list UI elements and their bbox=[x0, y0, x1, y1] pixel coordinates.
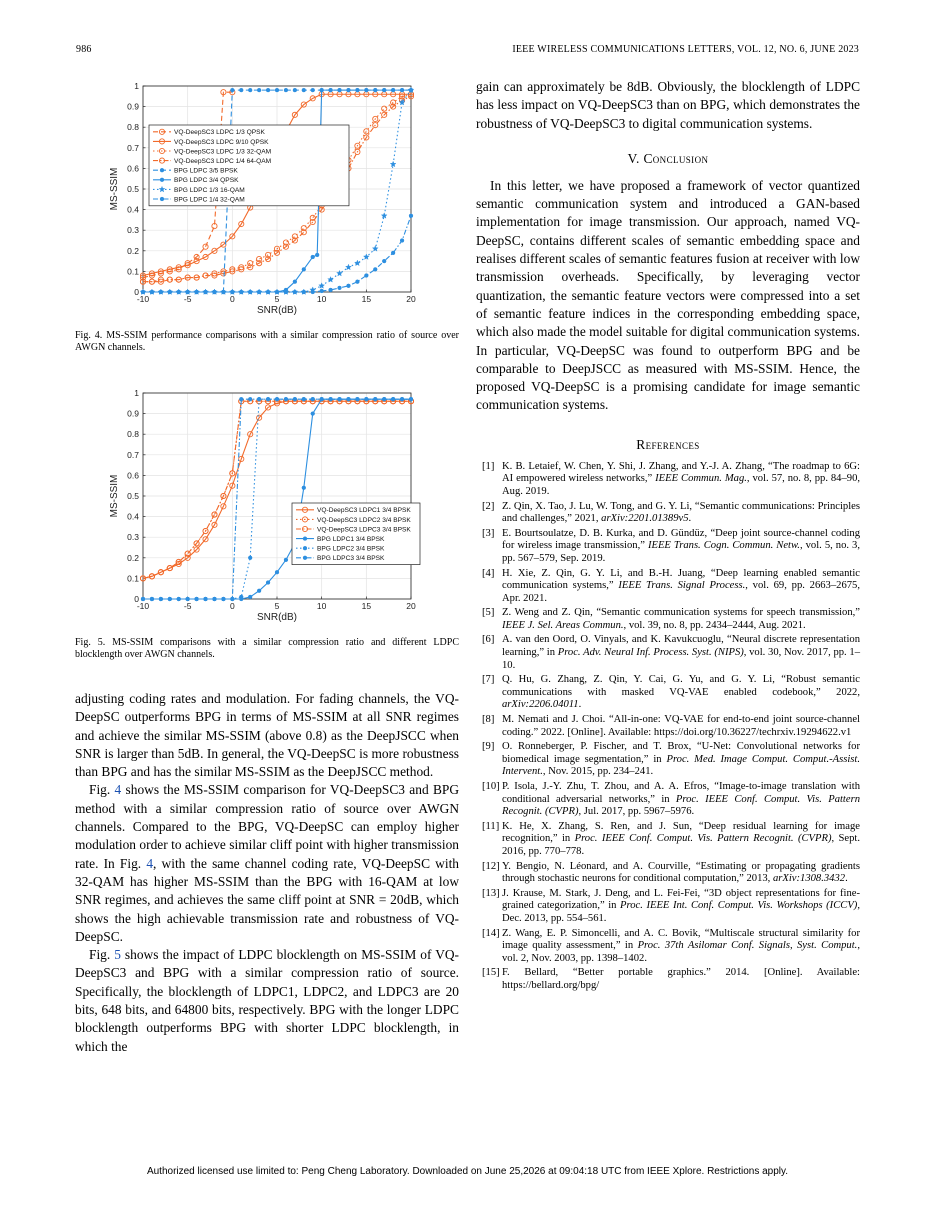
reference-body: A. van den Oord, O. Vinyals, and K. Kavukcuoglu, “Neural discrete representation learning,” in bbox=[502, 634, 860, 659]
data-point bbox=[275, 570, 279, 574]
data-point bbox=[338, 286, 342, 290]
reference-text bbox=[502, 568, 860, 606]
data-point bbox=[239, 88, 243, 92]
paragraph bbox=[75, 781, 459, 946]
legend-label: BPG LDPC 1/3 16-QAM bbox=[174, 186, 245, 194]
reference-text bbox=[502, 741, 860, 779]
legend-label: BPG LDPC2 3/4 BPSK bbox=[317, 545, 385, 553]
legend-label: VQ-DeepSC3 LDPC3 3/4 BPSK bbox=[317, 526, 411, 534]
data-point bbox=[347, 88, 351, 92]
legend-label: VQ-DeepSC3 LDPC 9/10 QPSK bbox=[174, 138, 269, 146]
x-tick-label: 20 bbox=[406, 294, 416, 304]
data-point bbox=[409, 397, 413, 401]
reference-body: M. Nemati and J. Choi. “All-in-one: VQ-VAE for end-to-end joint source-channel coding.” 2022. [Online]. Available: https://doi.org/10.36227/techrxiv.19294622.v1 bbox=[502, 714, 860, 738]
data-point bbox=[186, 597, 190, 601]
data-point bbox=[315, 253, 319, 257]
x-tick-label: 5 bbox=[274, 601, 280, 611]
reference-venue: Proc. IEEE Int. Conf. Comput. Vis. Workshops (ICCV) bbox=[620, 900, 858, 912]
y-tick-label: 0.7 bbox=[127, 142, 139, 153]
reference-item bbox=[476, 741, 860, 779]
data-point bbox=[347, 284, 351, 288]
figure-5 bbox=[75, 385, 459, 661]
legend-label: BPG LDPC1 3/4 BPSK bbox=[317, 536, 385, 543]
data-point bbox=[400, 239, 404, 243]
reference-text bbox=[502, 501, 860, 526]
data-point bbox=[195, 597, 199, 601]
data-point bbox=[177, 290, 181, 294]
x-tick-label: 5 bbox=[274, 294, 280, 304]
data-point bbox=[373, 88, 377, 92]
text-span: Fig. bbox=[89, 947, 115, 963]
data-point bbox=[230, 597, 234, 601]
reference-text bbox=[502, 781, 860, 819]
reference-item bbox=[476, 821, 860, 859]
reference-number: [14] bbox=[482, 927, 500, 939]
x-axis-label: SNR(dB) bbox=[256, 612, 298, 623]
y-tick-label: 0.3 bbox=[127, 225, 139, 236]
references-list bbox=[476, 461, 860, 993]
data-point bbox=[141, 597, 145, 601]
reference-text bbox=[502, 861, 860, 886]
fig5-link[interactable]: 5 bbox=[114, 947, 121, 963]
y-tick-label: 0.5 bbox=[127, 491, 139, 501]
paragraph: gain can approximately be 8dB. Obviously, the blocklength of LDPC has less impact on VQ-DeepSC3 than on BPG, which demonstrates the robustness of VQ-DeepSC3 to digital communication systems. bbox=[476, 79, 860, 131]
data-point bbox=[382, 259, 386, 263]
data-point bbox=[320, 88, 324, 92]
data-point bbox=[347, 397, 351, 401]
reference-number: [8] bbox=[482, 714, 495, 726]
data-point bbox=[311, 88, 315, 92]
data-point bbox=[356, 88, 360, 92]
data-point bbox=[230, 88, 234, 92]
reference-number: [13] bbox=[482, 887, 500, 899]
data-point bbox=[329, 88, 333, 92]
data-point bbox=[284, 558, 288, 562]
data-point bbox=[338, 88, 342, 92]
x-tick-label: 0 bbox=[229, 601, 235, 611]
reference-tail: , vol. 2, Nov. 2003, pp. 1398–1402. bbox=[502, 940, 860, 964]
x-tick-label: -10 bbox=[136, 294, 150, 304]
reference-tail: , Jul. 2017, pp. 5967–5976. bbox=[578, 806, 695, 818]
data-point bbox=[204, 290, 208, 294]
reference-item bbox=[476, 501, 860, 526]
reference-venue: Proc. Med. Image Comput. Comput.-Assist. Intervent. bbox=[502, 753, 860, 778]
y-tick-label: 0 bbox=[134, 594, 139, 604]
reference-venue: IEEE Trans. Cogn. Commun. Netw. bbox=[647, 540, 800, 552]
data-point bbox=[311, 290, 315, 294]
x-tick-label: -10 bbox=[136, 601, 150, 611]
data-point bbox=[302, 88, 306, 92]
left-body-text bbox=[75, 690, 459, 1056]
running-header: IEEE WIRELESS COMMUNICATIONS LETTERS, VOL. 12, NO. 6, JUNE 2023 bbox=[512, 44, 859, 55]
data-point bbox=[409, 214, 413, 218]
reference-text bbox=[502, 674, 860, 712]
reference-tail: , Sept. 2016, pp. 770–778. bbox=[502, 833, 860, 857]
fig4-link[interactable]: 4 bbox=[146, 855, 154, 871]
conclusion-text bbox=[476, 177, 860, 415]
y-tick-label: 0.5 bbox=[127, 184, 139, 194]
reference-item bbox=[476, 461, 860, 499]
references-title: References bbox=[636, 436, 700, 452]
data-point bbox=[159, 597, 163, 601]
legend-label: BPG LDPC 3/4 QPSK bbox=[174, 177, 239, 185]
reference-tail: , vol. 39, no. 8, pp. 2434–2444, Aug. 2021. bbox=[623, 619, 806, 631]
reference-body: E. Bourtsoulatze, D. B. Kurka, and D. Gündüz, “Deep joint source-channel coding for wireless image transmission,” bbox=[502, 527, 860, 552]
y-tick-label: 0.6 bbox=[127, 470, 139, 481]
reference-text bbox=[502, 461, 860, 499]
legend-label: VQ-DeepSC3 LDPC 1/3 32-QAM bbox=[174, 148, 272, 156]
reference-body: Y. Bengio, N. Léonard, and A. Courville, “Estimating or propagating gradients through stochastic neurons for conditional computation,” 2013, bbox=[502, 860, 860, 885]
reference-body: Q. Hu, G. Zhang, Z. Qin, Y. Cai, G. Yu, and G. Y. Li, “Robust semantic communications with masked VQ-VAE enabled codebook,” 2022, bbox=[502, 674, 860, 698]
text-span: , with the same channel coding rate, VQ-DeepSC with 32-QAM has higher MS-SSIM than the BPG with 16-QAM at low SNR regimes, and achieves the same cliff point at SNR = 20dB, which shows the high achievable transmission rate and robustness of VQ-DeepSC. bbox=[75, 855, 459, 944]
data-point bbox=[329, 288, 333, 292]
data-point bbox=[284, 88, 288, 92]
reference-number: [2] bbox=[482, 500, 495, 512]
reference-number: [11] bbox=[482, 820, 500, 832]
data-point bbox=[275, 397, 279, 401]
reference-tail: , Nov. 2015, pp. 234–241. bbox=[542, 766, 654, 778]
paragraph: In this letter, we have proposed a framework of vector quantized semantic communication system and introduced a GAN-based implementation for image transmission. Our approach, named VQ-DeepSC, contains different scales of semantic embedding space and realises different scales of semantic features fusion at receiver with low transmission overheads. Specifically, by leveraging vector quantization, the semantic feature vectors were compressed into a set of semantic feature indices in the corresponding embedding space, which also made the model suitable for digital communication systems. In particular, VQ-DeepSC was found to outperform BPG and be comparable to DeepJSCC as measured with MS-SSIM. Hence, the proposed VQ-DeepSC is a promising candidate for image semantic communication systems. bbox=[476, 177, 860, 413]
reference-tail: , vol. 69, pp. 2663–2675, Apr. 2021. bbox=[502, 580, 860, 604]
x-tick-label: -5 bbox=[183, 601, 192, 611]
reference-item bbox=[476, 714, 860, 739]
text-span: Fig. bbox=[89, 782, 115, 798]
reference-body: K. B. Letaief, W. Chen, Y. Shi, J. Zhang, and Y.-J. A. Zhang, “The roadmap to 6G: AI empowered wireless networks,” bbox=[502, 460, 860, 485]
data-point bbox=[293, 397, 297, 401]
data-point bbox=[266, 88, 270, 92]
legend-label: VQ-DeepSC3 LDPC2 3/4 BPSK bbox=[317, 516, 411, 524]
data-point bbox=[382, 88, 386, 92]
reference-body: P. Isola, J.-Y. Zhu, T. Zhou, and A. A. Efros, “Image-to-image translation with conditional adversarial networks,” in bbox=[502, 781, 860, 805]
data-point bbox=[364, 88, 368, 92]
data-point bbox=[266, 581, 270, 585]
fig4-caption: Fig. 4. MS-SSIM performance comparisons with a similar compression ratio of source over AWGN channels. bbox=[75, 330, 459, 353]
reference-text bbox=[502, 607, 860, 632]
page-number: 986 bbox=[76, 44, 92, 55]
y-tick-label: 0.8 bbox=[127, 122, 139, 133]
reference-body: Z. Wang, E. P. Simoncelli, and A. C. Bovik, “Multiscale structural similarity for image quality assessment,” in bbox=[502, 927, 860, 952]
data-point bbox=[391, 397, 395, 401]
data-point bbox=[284, 290, 288, 294]
y-tick-label: 0 bbox=[134, 287, 139, 297]
y-axis-label: MS-SSIM bbox=[109, 474, 120, 518]
data-point bbox=[266, 397, 270, 401]
y-axis-label: MS-SSIM bbox=[109, 167, 120, 211]
legend-label: VQ-DeepSC3 LDPC 1/3 QPSK bbox=[174, 129, 265, 137]
reference-number: [4] bbox=[482, 567, 495, 579]
data-point bbox=[302, 397, 306, 401]
data-point bbox=[382, 397, 386, 401]
fig4-chart bbox=[75, 78, 459, 318]
data-point bbox=[391, 251, 395, 255]
reference-item bbox=[476, 888, 860, 926]
data-point bbox=[284, 397, 288, 401]
y-tick-label: 0.4 bbox=[127, 511, 139, 522]
reference-body: O. Ronneberger, P. Fischer, and T. Brox, “U-Net: Convolutional networks for biomedical image segmentation,” in bbox=[502, 741, 860, 765]
reference-text bbox=[502, 528, 860, 566]
data-point bbox=[248, 88, 252, 92]
data-point bbox=[311, 412, 315, 416]
reference-text bbox=[502, 888, 860, 926]
data-point bbox=[186, 290, 190, 294]
x-tick-label: 0 bbox=[229, 294, 235, 304]
fig4-link[interactable]: 4 bbox=[114, 782, 122, 798]
reference-number: [3] bbox=[482, 527, 495, 539]
data-point bbox=[275, 88, 279, 92]
data-point bbox=[329, 397, 333, 401]
fig5-caption: Fig. 5. MS-SSIM comparisons with a similar compression ratio and different LDPC blocklength over AWGN channels. bbox=[75, 637, 459, 660]
reference-tail: . bbox=[688, 513, 692, 525]
reference-body: J. Krause, M. Stark, J. Deng, and L. Fei-Fei, “3D object representations for fine-grained categorization,” in bbox=[502, 887, 860, 912]
data-point bbox=[356, 397, 360, 401]
y-tick-label: 0.2 bbox=[127, 245, 139, 256]
data-point bbox=[168, 290, 172, 294]
license-footer: Authorized licensed use limited to: Peng Cheng Laboratory. Downloaded on June 25,2026 at 09:04:18 UTC from IEEE Xplore. Restrictions apply. bbox=[146, 1166, 789, 1177]
data-point bbox=[293, 290, 297, 294]
reference-text bbox=[502, 821, 860, 859]
reference-item bbox=[476, 607, 860, 632]
reference-venue: arXiv:1308.3432 bbox=[772, 873, 846, 885]
y-tick-label: 0.2 bbox=[127, 552, 139, 563]
reference-body: Z. Qin, X. Tao, J. Lu, W. Tong, and G. Y. Li, “Semantic communications: Principles and challenges,” 2021, bbox=[502, 500, 860, 525]
reference-item bbox=[476, 568, 860, 606]
fig5-chart bbox=[75, 385, 459, 625]
data-point bbox=[213, 597, 217, 601]
data-point bbox=[266, 290, 270, 294]
data-point bbox=[338, 397, 342, 401]
data-point bbox=[364, 397, 368, 401]
reference-number: [5] bbox=[482, 607, 495, 619]
reference-number: [6] bbox=[482, 634, 495, 646]
y-tick-label: 0.4 bbox=[127, 204, 139, 215]
reference-item bbox=[476, 781, 860, 819]
reference-item bbox=[476, 528, 860, 566]
data-point bbox=[222, 290, 226, 294]
data-point bbox=[160, 168, 164, 172]
data-point bbox=[302, 486, 306, 490]
text-span: shows the impact of LDPC blocklength on MS-SSIM of VQ-DeepSC3 and BPG with a similar compression ratio of source. Specifically, the blocklength of LDPC1, LDPC2, and LDPC3 are 20 bits, 648 bits, and 64800 bits, respectively. BPG with the longer LDPC blocklength outperforms BPG with shorter LDPC blocklength, in which the bbox=[75, 947, 459, 1054]
y-tick-label: 0.1 bbox=[127, 573, 139, 584]
data-point bbox=[303, 546, 307, 550]
data-point bbox=[257, 397, 261, 401]
data-point bbox=[373, 267, 377, 271]
data-point bbox=[248, 595, 252, 599]
data-point bbox=[391, 88, 395, 92]
y-tick-label: 0.9 bbox=[127, 101, 139, 112]
legend-label: VQ-DeepSC3 LDPC 1/4 64-QAM bbox=[174, 158, 272, 165]
reference-venue: Proc. IEEE Conf. Comput. Vis. Pattern Recognit. (CVPR) bbox=[502, 793, 860, 818]
data-point bbox=[373, 397, 377, 401]
data-point bbox=[160, 197, 164, 201]
data-point bbox=[257, 290, 261, 294]
reference-body: Z. Weng and Z. Qin, “Semantic communication systems for speech transmission,” bbox=[502, 607, 860, 619]
legend-label: BPG LDPC3 3/4 BPSK bbox=[317, 555, 385, 563]
data-point bbox=[302, 267, 306, 271]
data-point bbox=[400, 397, 404, 401]
reference-text bbox=[502, 714, 860, 739]
data-point bbox=[239, 397, 243, 401]
data-point bbox=[364, 274, 368, 278]
data-point bbox=[248, 290, 252, 294]
data-point bbox=[311, 397, 315, 401]
reference-venue: arXiv:2201.01389v5 bbox=[601, 513, 689, 525]
y-tick-label: 0.8 bbox=[127, 429, 139, 440]
x-tick-label: 10 bbox=[316, 601, 327, 611]
data-point bbox=[168, 597, 172, 601]
data-point bbox=[275, 290, 279, 294]
data-point bbox=[213, 290, 217, 294]
reference-venue: arXiv:2206.04011 bbox=[502, 699, 579, 711]
legend-label: BPG LDPC 1/4 32-QAM bbox=[174, 196, 245, 204]
y-tick-label: 0.3 bbox=[127, 532, 139, 543]
data-point bbox=[302, 290, 306, 294]
data-point bbox=[320, 397, 324, 401]
reference-number: [12] bbox=[482, 860, 500, 872]
data-point bbox=[239, 595, 243, 599]
data-point bbox=[222, 597, 226, 601]
data-point bbox=[177, 597, 181, 601]
reference-text bbox=[502, 928, 860, 966]
data-point bbox=[248, 397, 252, 401]
data-point bbox=[230, 290, 234, 294]
reference-number: [1] bbox=[482, 460, 495, 472]
data-point bbox=[293, 88, 297, 92]
x-tick-label: 10 bbox=[316, 294, 327, 304]
reference-body: F. Bellard, “Better portable graphics.” 2014. [Online]. Available: https://bellard.org/bpg/ bbox=[502, 967, 860, 991]
data-point bbox=[356, 280, 360, 284]
data-point bbox=[195, 290, 199, 294]
x-axis-label: SNR(dB) bbox=[256, 305, 298, 316]
data-point bbox=[204, 597, 208, 601]
paragraph: adjusting coding rates and modulation. For fading channels, the VQ-DeepSC outperforms BPG in terms of MS-SSIM at all SNR regimes and achieve the similar MS-SSIM (above 0.8) as the DeepJSCC when SNR is larger than 5dB. In general, the VQ-DeepSC is more robustness than BPG and has the similar MS-SSIM as the DeepJSCC method. bbox=[75, 691, 459, 780]
x-tick-label: 15 bbox=[361, 601, 372, 611]
data-point bbox=[257, 589, 261, 593]
reference-item bbox=[476, 861, 860, 886]
reference-venue: Proc. IEEE Conf. Comput. Vis. Pattern Recognit. (CVPR) bbox=[574, 833, 832, 845]
reference-number: [7] bbox=[482, 674, 495, 686]
reference-item bbox=[476, 967, 860, 992]
reference-tail: , vol. 30, Nov. 2017, pp. 1–10. bbox=[502, 647, 860, 671]
reference-venue: Proc. 37th Asilomar Conf. Signals, Syst. Comput. bbox=[637, 940, 858, 952]
legend bbox=[149, 125, 349, 206]
reference-tail: . bbox=[845, 873, 848, 885]
data-point bbox=[150, 597, 154, 601]
x-tick-label: -5 bbox=[183, 294, 192, 304]
reference-number: [10] bbox=[482, 781, 500, 792]
y-tick-label: 1 bbox=[134, 81, 139, 91]
reference-venue: Proc. Adv. Neural Inf. Process. Syst. (NIPS) bbox=[557, 647, 744, 659]
legend-label: BPG LDPC 3/5 BPSK bbox=[174, 167, 238, 175]
reference-text bbox=[502, 634, 860, 672]
reference-tail: . bbox=[578, 699, 582, 711]
legend bbox=[292, 503, 420, 565]
data-point bbox=[239, 290, 243, 294]
x-tick-label: 20 bbox=[406, 601, 416, 611]
reference-number: [15] bbox=[482, 967, 500, 979]
reference-venue: IEEE J. Sel. Areas Commun. bbox=[502, 619, 624, 631]
data-point bbox=[248, 556, 252, 560]
data-point bbox=[159, 290, 163, 294]
data-point bbox=[303, 556, 307, 560]
data-point bbox=[257, 88, 261, 92]
y-tick-label: 0.1 bbox=[127, 266, 139, 277]
reference-text bbox=[502, 967, 860, 992]
data-point bbox=[293, 280, 297, 284]
right-body-text bbox=[476, 78, 860, 133]
y-tick-label: 0.9 bbox=[127, 408, 139, 419]
data-point bbox=[141, 290, 145, 294]
right-column bbox=[476, 78, 860, 995]
y-tick-label: 1 bbox=[134, 388, 139, 398]
paragraph bbox=[75, 946, 459, 1056]
reference-item bbox=[476, 928, 860, 966]
data-point bbox=[400, 88, 404, 92]
reference-tail: , Dec. 2013, pp. 554–561. bbox=[502, 900, 860, 924]
reference-item bbox=[476, 634, 860, 672]
data-point bbox=[320, 289, 324, 293]
reference-body: K. He, X. Zhang, S. Ren, and J. Sun, “Deep residual learning for image recognition,” in bbox=[502, 820, 860, 845]
reference-item bbox=[476, 674, 860, 712]
reference-venue: IEEE Trans. Signal Process. bbox=[618, 580, 746, 592]
reference-venue: IEEE Commun. Mag. bbox=[655, 473, 747, 485]
data-point bbox=[150, 290, 154, 294]
reference-body: H. Xie, Z. Qin, G. Y. Li, and B.-H. Juang, “Deep learning enabled semantic communication systems,” bbox=[502, 567, 860, 592]
reference-tail: , vol. 57, no. 8, pp. 84–90, Aug. 2019. bbox=[502, 473, 861, 497]
data-point bbox=[160, 178, 164, 182]
reference-tail: , vol. 5, no. 3, pp. 567–579, Sep. 2019. bbox=[502, 540, 860, 564]
data-point bbox=[311, 255, 315, 259]
y-tick-label: 0.7 bbox=[127, 449, 139, 460]
x-tick-label: 15 bbox=[361, 294, 372, 304]
legend-label: VQ-DeepSC3 LDPC1 3/4 BPSK bbox=[317, 507, 411, 515]
y-tick-label: 0.6 bbox=[127, 163, 139, 174]
data-point bbox=[303, 537, 307, 541]
reference-number: [9] bbox=[482, 741, 495, 753]
section-title-conclusion: V. Conclusion bbox=[627, 150, 709, 166]
text-span: shows the MS-SSIM comparison for VQ-DeepSC3 and BPG method with a similar compression ratio of source over AWGN channels. Compared to the BPG, VQ-DeepSC can employ higher modulation order to achieve similar cliff point with higher transmission rate. In Fig. bbox=[75, 782, 459, 871]
figure-4 bbox=[75, 78, 459, 354]
